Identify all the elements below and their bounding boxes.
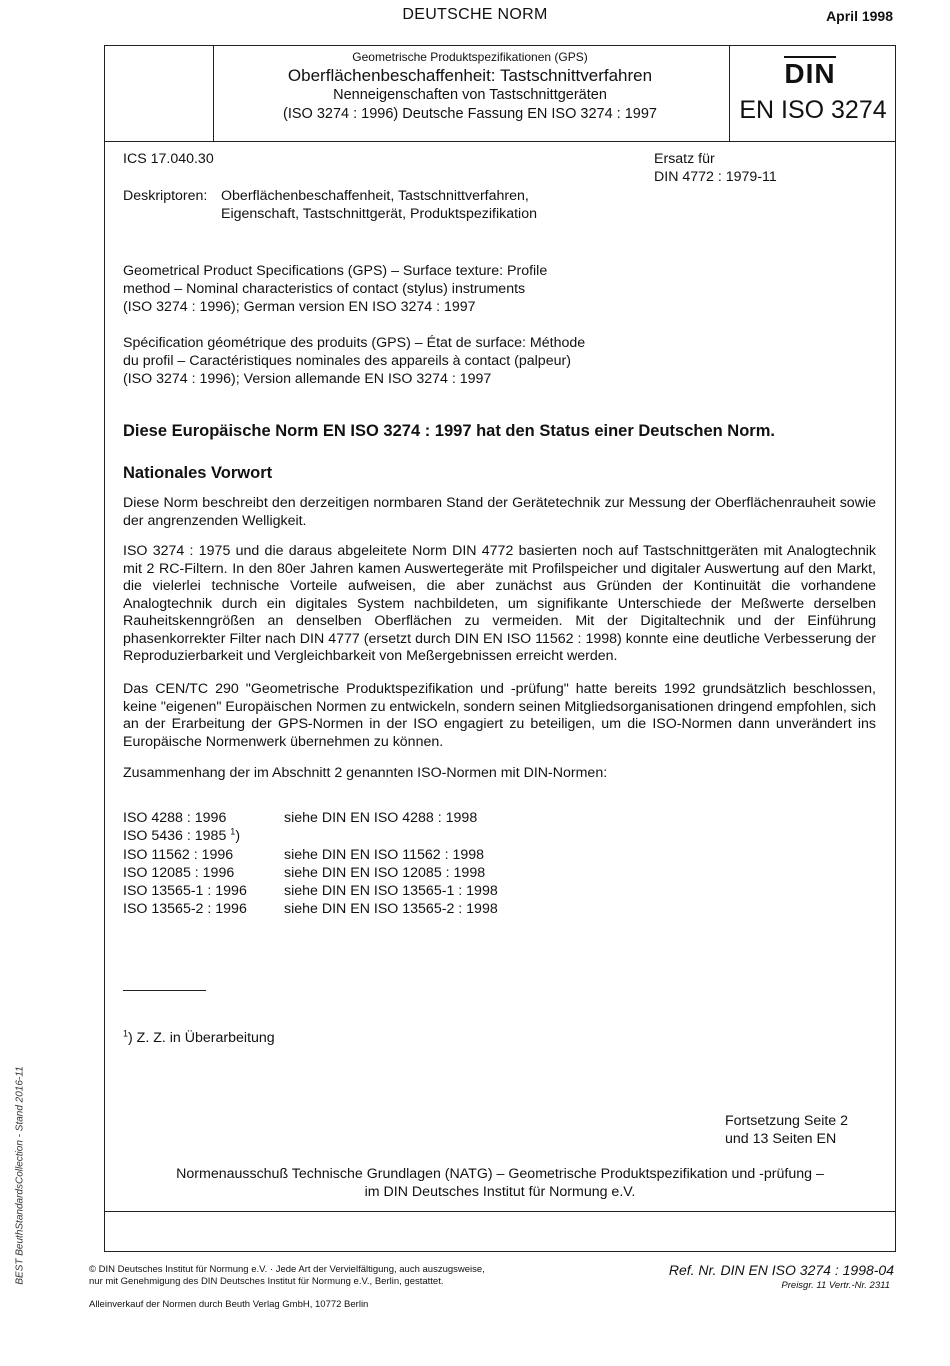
list-item-din bbox=[284, 809, 477, 827]
vorwort-heading: Nationales Vorwort bbox=[123, 464, 273, 482]
status-statement: Diese Europäische Norm EN ISO 3274 : 1997 hat den Status einer Deutschen Norm. bbox=[123, 422, 775, 440]
din-ref: siehe DIN EN ISO 11562 : 1998 bbox=[284, 847, 485, 863]
price-group: Preisgr. 11 Vertr.-Nr. 2311 bbox=[781, 1280, 890, 1291]
vorwort-paragraph-2: ISO 3274 : 1975 und die daraus abgeleitete Norm DIN 4772 basierten noch auf Tastschnittgeräten mit Analogtechnik mit 2 RC-Filtern. In den 80er Jahren kamen Auswertegeräte mit Profilspeicher und digitaler Auswertung auf den Markt, die vielerlei technische Vorteile aufweisen, die aber zunächst aus Gründen der Kontinuität die vorhandene Analogtechnik durch ein digitales System nachbildeten, um signifikante Unterschiede der Meßwerte derselben Rauheitskenngrößen an denselben Oberflächen zu vermeiden. Mit der Digitaltechnik und der Einführung phasenkorrekter Filter nach DIN 4777 (ersetzt durch DIN EN ISO 11562 : 1998) konnte eine deutliche Verbesserung der Reproduzierbarkeit und Vergleichbarkeit von Meßergebnissen erreicht werden. bbox=[123, 543, 876, 664]
french-title-line2: du profil – Caractéristiques nominales des appareils à contact (palpeur) bbox=[123, 353, 571, 369]
list-item-din bbox=[284, 864, 485, 882]
copyright-line2: nur mit Genehmigung des DIN Deutsches Institut für Normung e.V., Berlin, gestattet. bbox=[89, 1276, 444, 1287]
continuation-line2: und 13 Seiten EN bbox=[725, 1131, 837, 1147]
committee-line1: Normenausschuß Technische Grundlagen (NATG) – Geometrische Produktspezifikation und -prüfung – bbox=[176, 1166, 824, 1182]
footnote-separator bbox=[123, 990, 206, 991]
descriptors-line1: Oberflächenbeschaffenheit, Tastschnittverfahren, bbox=[221, 188, 529, 204]
list-item-din bbox=[284, 900, 498, 918]
iso-ref: ISO 11562 : 1996 bbox=[123, 847, 234, 863]
french-title-line1: Spécification géométrique des produits (GPS) – État de surface: Méthode bbox=[123, 335, 586, 351]
iso-ref: ISO 13565-1 : 1996 bbox=[123, 883, 247, 899]
din-logo bbox=[762, 58, 858, 90]
copyright-line1: © DIN Deutsches Institut für Normung e.V. · Jede Art der Vervielfältigung, auch auszugsweise, bbox=[89, 1264, 485, 1275]
title-line-gps: Geometrische Produktspezifikationen (GPS) bbox=[352, 50, 588, 64]
english-title-line1: Geometrical Product Specifications (GPS) – Surface texture: Profile bbox=[123, 263, 548, 279]
sales-notice: Alleinverkauf der Normen durch Beuth Verlag GmbH, 10772 Berlin bbox=[89, 1299, 369, 1310]
list-item-din bbox=[284, 882, 498, 900]
norm-type-heading: DEUTSCHE NORM bbox=[402, 6, 548, 23]
din-ref: siehe DIN EN ISO 13565-2 : 1998 bbox=[284, 901, 498, 917]
list-item bbox=[123, 846, 233, 864]
descriptors-line2: Eigenschaft, Tastschnittgerät, Produktspezifikation bbox=[221, 206, 537, 222]
descriptors-label: Deskriptoren: bbox=[123, 188, 208, 204]
ics-code: ICS 17.040.30 bbox=[123, 151, 214, 167]
list-item bbox=[123, 900, 247, 918]
committee-note bbox=[104, 1165, 896, 1201]
list-item-din bbox=[284, 846, 484, 864]
french-title bbox=[123, 334, 585, 388]
list-item bbox=[123, 827, 240, 845]
list-item bbox=[123, 864, 234, 882]
replaces-label: Ersatz für bbox=[654, 151, 715, 167]
vorwort-paragraph-1: Diese Norm beschreibt den derzeitigen normbaren Stand der Gerätetechnik zur Messung der Oberflächenrauheit sowie der angrenzenden Welligkeit. bbox=[123, 495, 876, 529]
title-line-sub: Nenneigenschaften von Tastschnittgeräten bbox=[333, 87, 607, 103]
iso-ref: ISO 4288 : 1996 bbox=[123, 810, 227, 826]
standard-number: EN ISO 3274 bbox=[739, 96, 887, 124]
iso-ref: ISO 12085 : 1996 bbox=[123, 865, 235, 881]
footnote-paren: ) bbox=[235, 828, 241, 844]
footnote-text: ) Z. Z. in Überarbeitung bbox=[128, 1030, 275, 1046]
english-title bbox=[123, 262, 547, 316]
title-line-ref: (ISO 3274 : 1996) Deutsche Fassung EN ISO 3274 : 1997 bbox=[283, 106, 657, 122]
vorwort-paragraph-4: Zusammenhang der im Abschnitt 2 genannten ISO-Normen mit DIN-Normen: bbox=[123, 765, 608, 781]
copyright-notice bbox=[89, 1264, 485, 1288]
list-item bbox=[123, 882, 247, 900]
iso-ref: ISO 13565-2 : 1996 bbox=[123, 901, 247, 917]
din-ref: siehe DIN EN ISO 12085 : 1998 bbox=[284, 865, 486, 881]
divider bbox=[104, 1211, 896, 1212]
title-line-main: Oberflächenbeschaffenheit: Tastschnittverfahren bbox=[287, 66, 653, 85]
title-block bbox=[212, 49, 728, 124]
list-item bbox=[123, 809, 226, 827]
english-title-line2: method – Nominal characteristics of contact (stylus) instruments bbox=[123, 281, 526, 297]
continuation-note bbox=[725, 1112, 848, 1148]
footnote-ref: 1 bbox=[230, 826, 236, 837]
replaces-value: DIN 4772 : 1979-11 bbox=[654, 169, 777, 185]
english-title-line3: (ISO 3274 : 1996); German version EN ISO 3274 : 1997 bbox=[123, 299, 476, 315]
iso-ref: ISO 5436 : 1985 bbox=[123, 828, 227, 844]
reference-number: Ref. Nr. DIN EN ISO 3274 : 1998-04 bbox=[668, 1262, 894, 1278]
vorwort-paragraph-3: Das CEN/TC 290 "Geometrische Produktspezifikation und -prüfung" hatte bereits 1992 grundsätzlich beschlossen, keine "eigenen" Europäischen Normen zu entwickeln, sondern seinen Mitgliedsorganisationen dringend empfohlen, sich an der Erarbeitung der GPS-Normen in der ISO engagiert zu beteiligen, um die ISO-Normen dann unverändert ins Europäische Normenwerk übernehmen zu können. bbox=[123, 681, 877, 750]
continuation-line1: Fortsetzung Seite 2 bbox=[725, 1113, 849, 1129]
footnote bbox=[123, 1029, 275, 1047]
french-title-line3: (ISO 3274 : 1996); Version allemande EN ISO 3274 : 1997 bbox=[123, 371, 492, 387]
committee-line2: im DIN Deutsches Institut für Normung e.V. bbox=[364, 1184, 636, 1200]
din-logo-text: DIN bbox=[784, 58, 836, 89]
din-ref: siehe DIN EN ISO 4288 : 1998 bbox=[284, 810, 478, 826]
side-collection-note: BEST BeuthStandardsCollection - Stand 2016-11 bbox=[14, 1066, 26, 1285]
issue-date: April 1998 bbox=[826, 8, 893, 24]
footnote-mark: 1 bbox=[123, 1028, 129, 1039]
din-ref: siehe DIN EN ISO 13565-1 : 1998 bbox=[284, 883, 498, 899]
